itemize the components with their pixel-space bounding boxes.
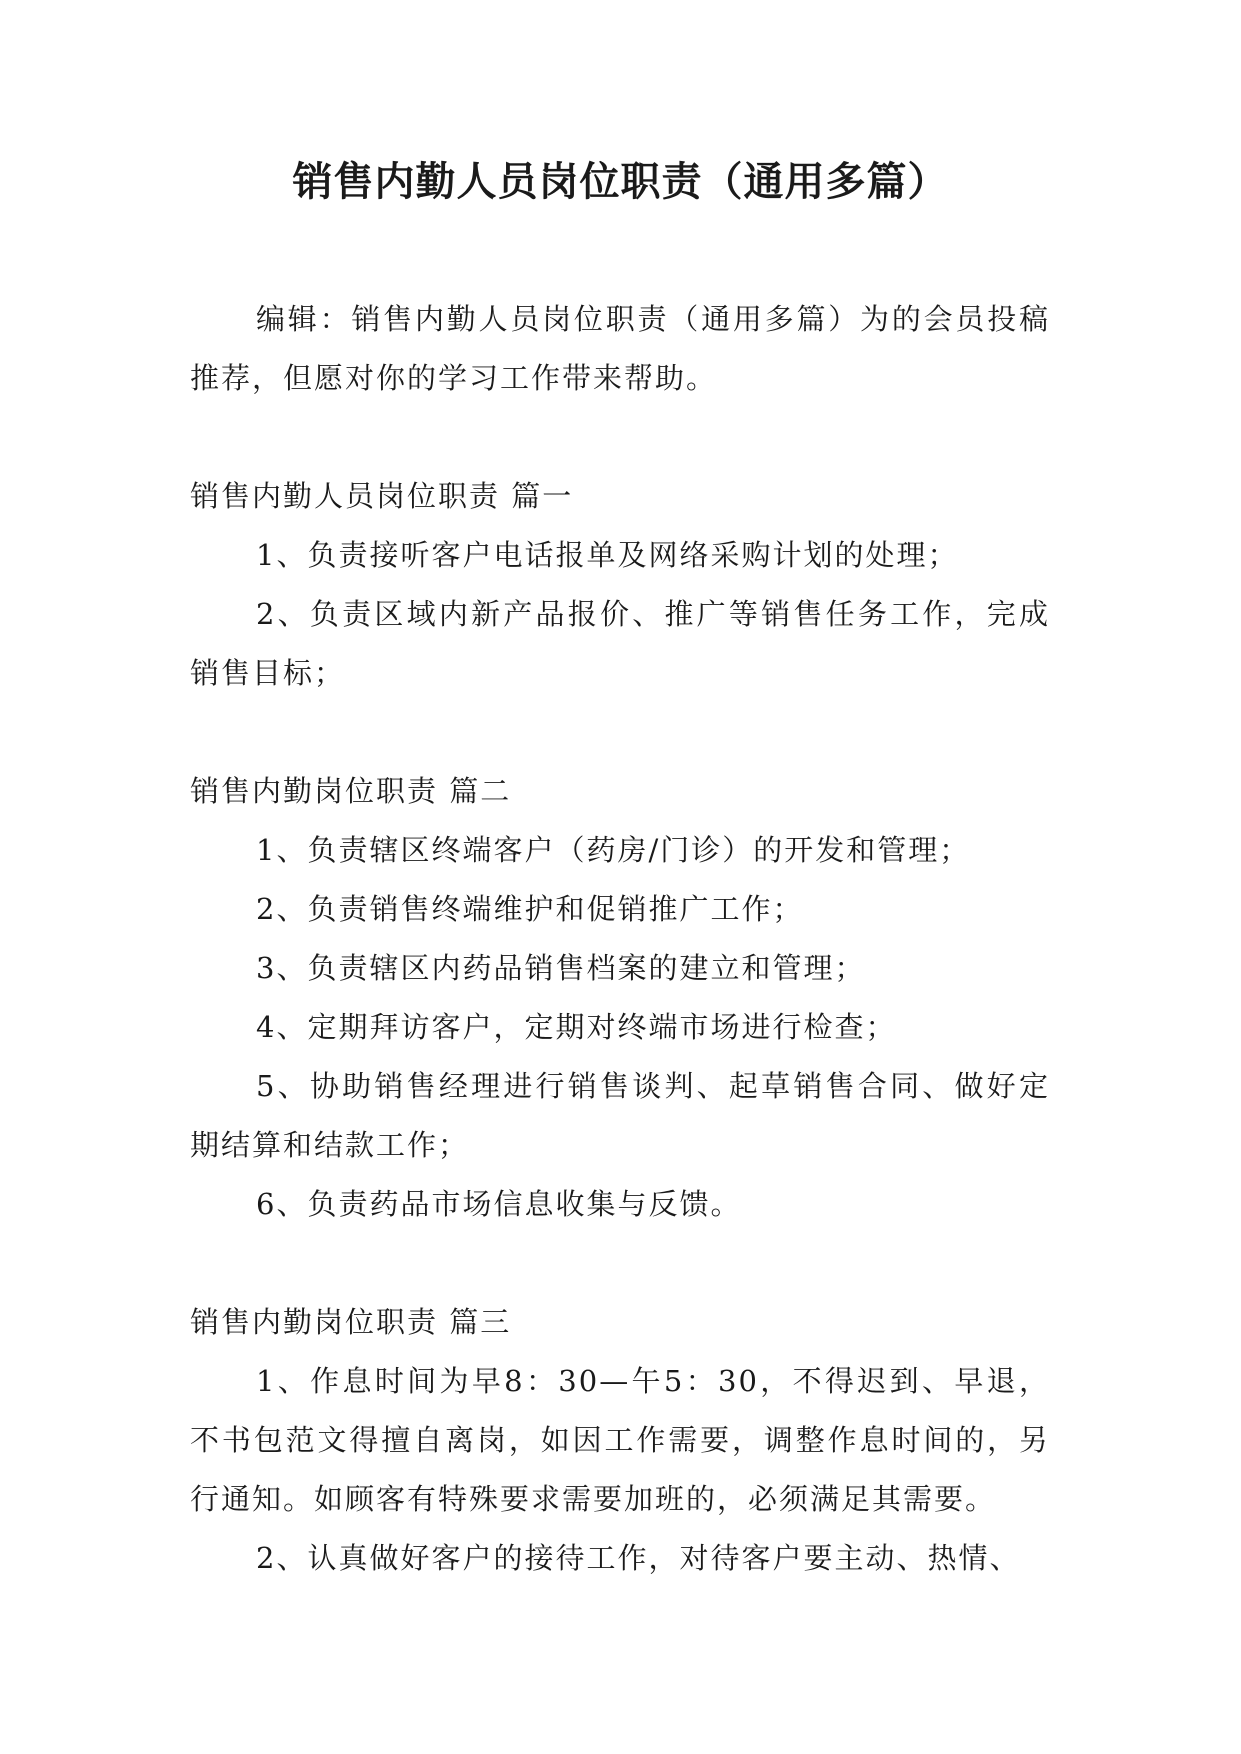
list-item: 4、定期拜访客户，定期对终端市场进行检查； <box>256 1010 897 1044</box>
list-item: 1、作息时间为早8：30—午5：30，不得迟到、早退，不书包范文得擅自离岗，如因工作需要，调整作息时间的，另行通知。如顾客有特殊要求需要加班的，必须满足其需要。 <box>190 1364 1050 1516</box>
list-item: 2、认真做好客户的接待工作，对待客户要主动、热情、 <box>256 1541 1021 1575</box>
list-item: 6、负责药品市场信息收集与反馈。 <box>256 1187 742 1221</box>
section-gap <box>190 1234 1050 1293</box>
document-title: 销售内勤人员岗位职责（通用多篇） <box>292 159 949 205</box>
list-item: 2、负责区域内新产品报价、推广等销售任务工作，完成销售目标； <box>190 597 1050 690</box>
intro-paragraph: 编辑：销售内勤人员岗位职责（通用多篇）为的会员投稿推荐，但愿对你的学习工作带来帮助。 <box>190 302 1050 395</box>
list-item: 2、负责销售终端维护和促销推广工作； <box>256 892 804 926</box>
section-heading: 销售内勤岗位职责 篇三 <box>190 1305 512 1339</box>
section-2 <box>190 762 1050 1234</box>
list-item: 1、负责辖区终端客户（药房/门诊）的开发和管理； <box>256 833 971 867</box>
list-item: 3、负责辖区内药品销售档案的建立和管理； <box>256 951 866 985</box>
list-item: 5、协助销售经理进行销售谈判、起草销售合同、做好定期结算和结款工作； <box>190 1069 1050 1162</box>
section-3 <box>190 1293 1050 1588</box>
section-heading: 销售内勤岗位职责 篇二 <box>190 774 512 808</box>
section-1 <box>190 467 1050 703</box>
document-body <box>190 290 1050 1588</box>
list-item: 1、负责接听客户电话报单及网络采购计划的处理； <box>256 538 959 572</box>
section-heading: 销售内勤人员岗位职责 篇一 <box>190 479 574 513</box>
section-gap <box>190 408 1050 467</box>
section-gap <box>190 703 1050 762</box>
